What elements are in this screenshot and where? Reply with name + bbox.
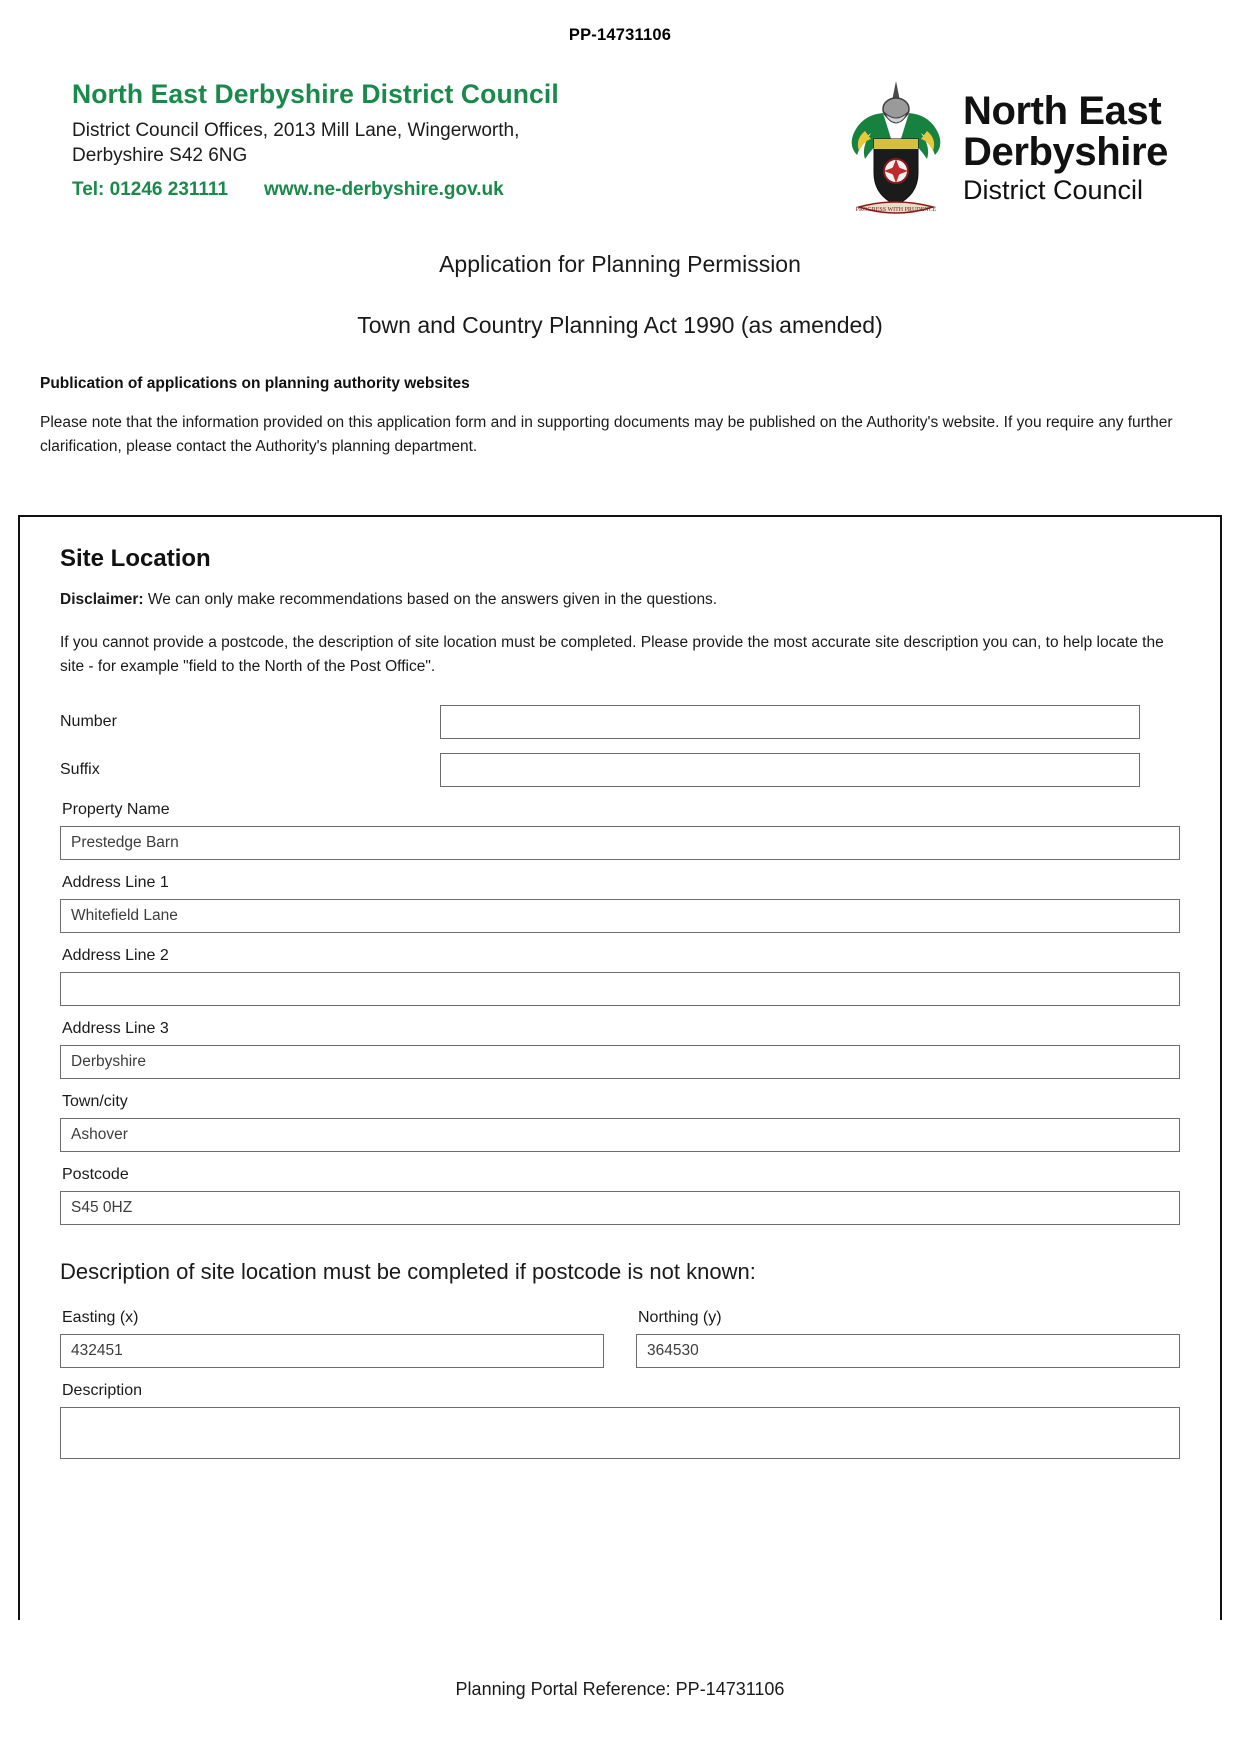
disclaimer-text: We can only make recommendations based on the answers given in the questions.	[143, 591, 718, 609]
property-name-label: Property Name	[62, 801, 170, 819]
description-textarea[interactable]	[60, 1407, 1180, 1459]
address-line-3-group	[60, 1020, 1180, 1079]
easting-input[interactable]: 432451	[60, 1334, 604, 1368]
address-line-1-input[interactable]: Whitefield Lane	[60, 899, 1180, 933]
description-label: Description	[62, 1382, 143, 1400]
easting-label: Easting (x)	[62, 1309, 139, 1327]
town-city-input[interactable]: Ashover	[60, 1118, 1180, 1152]
council-name: North East Derbyshire District Council	[72, 79, 559, 109]
council-contact	[72, 179, 559, 201]
coat-of-arms-icon	[843, 79, 949, 229]
address-line-1-group	[60, 874, 1180, 933]
logo-line-2: Derbyshire	[963, 129, 1168, 174]
letterhead	[0, 45, 1240, 229]
disclaimer-label: Disclaimer:	[60, 591, 144, 609]
postcode-input[interactable]: S45 0HZ	[60, 1191, 1180, 1225]
town-city-group	[60, 1093, 1180, 1152]
publication-notice	[0, 375, 1240, 459]
description-group	[60, 1382, 1180, 1459]
property-name-input[interactable]: Prestedge Barn	[60, 826, 1180, 860]
address-line-2-input[interactable]	[60, 972, 1180, 1006]
disclaimer	[60, 591, 1180, 609]
address-line-1-label: Address Line 1	[62, 874, 169, 892]
property-name-group	[60, 801, 1180, 860]
coordinates-row	[60, 1303, 1180, 1368]
easting-group	[60, 1303, 604, 1368]
council-address-line-1: District Council Offices, 2013 Mill Lane, Wingerworth,	[72, 120, 520, 141]
publication-notice-text: Please note that the information provided on this application form and in supporting documents may be published on the Authority's website. If you require any further clarification, please contact the Authority's planning department.	[40, 414, 1173, 456]
northing-input[interactable]: 364530	[636, 1334, 1180, 1368]
council-website[interactable]: www.ne-derbyshire.gov.uk	[264, 178, 504, 200]
description-section-heading: Description of site location must be completed if postcode is not known:	[60, 1259, 756, 1285]
site-location-heading: Site Location	[60, 545, 211, 573]
suffix-row	[60, 753, 1180, 787]
council-address-line-2: Derbyshire S42 6NG	[72, 145, 248, 167]
site-location-guidance: If you cannot provide a postcode, the description of site location must be completed. Please provide the most accurate site description you can, to help locate the site - for example "field to the North of the Post Office".	[60, 634, 1164, 676]
town-city-label: Town/city	[62, 1093, 128, 1111]
logo-line-1: North East	[963, 89, 1162, 133]
document-subtitle: Town and Country Planning Act 1990 (as amended)	[357, 312, 883, 338]
reference-number-top: PP-14731106	[568, 26, 672, 44]
suffix-input[interactable]	[440, 753, 1140, 787]
council-telephone: Tel: 01246 231111	[72, 178, 229, 200]
council-logo	[843, 79, 1180, 229]
council-details	[72, 79, 559, 201]
northing-group	[636, 1303, 1180, 1368]
northing-label: Northing (y)	[638, 1309, 722, 1327]
svg-text:PROGRESS WITH PRUDENCE: PROGRESS WITH PRUDENCE	[855, 207, 937, 213]
address-line-3-input[interactable]: Derbyshire	[60, 1045, 1180, 1079]
number-label: Number	[60, 713, 117, 731]
address-line-3-label: Address Line 3	[62, 1020, 169, 1038]
address-line-2-group	[60, 947, 1180, 1006]
number-row	[60, 705, 1180, 739]
publication-notice-heading: Publication of applications on planning authority websites	[40, 375, 470, 392]
postcode-group	[60, 1166, 1180, 1225]
number-input[interactable]	[440, 705, 1140, 739]
logo-wordmark	[963, 79, 1168, 204]
page-footer: Planning Portal Reference: PP-14731106	[455, 1679, 785, 1699]
site-location-panel	[18, 515, 1222, 1620]
address-line-2-label: Address Line 2	[62, 947, 169, 965]
document-title: Application for Planning Permission	[439, 251, 801, 277]
suffix-label: Suffix	[60, 761, 100, 779]
logo-line-3: District Council	[963, 174, 1144, 205]
postcode-label: Postcode	[62, 1166, 129, 1184]
